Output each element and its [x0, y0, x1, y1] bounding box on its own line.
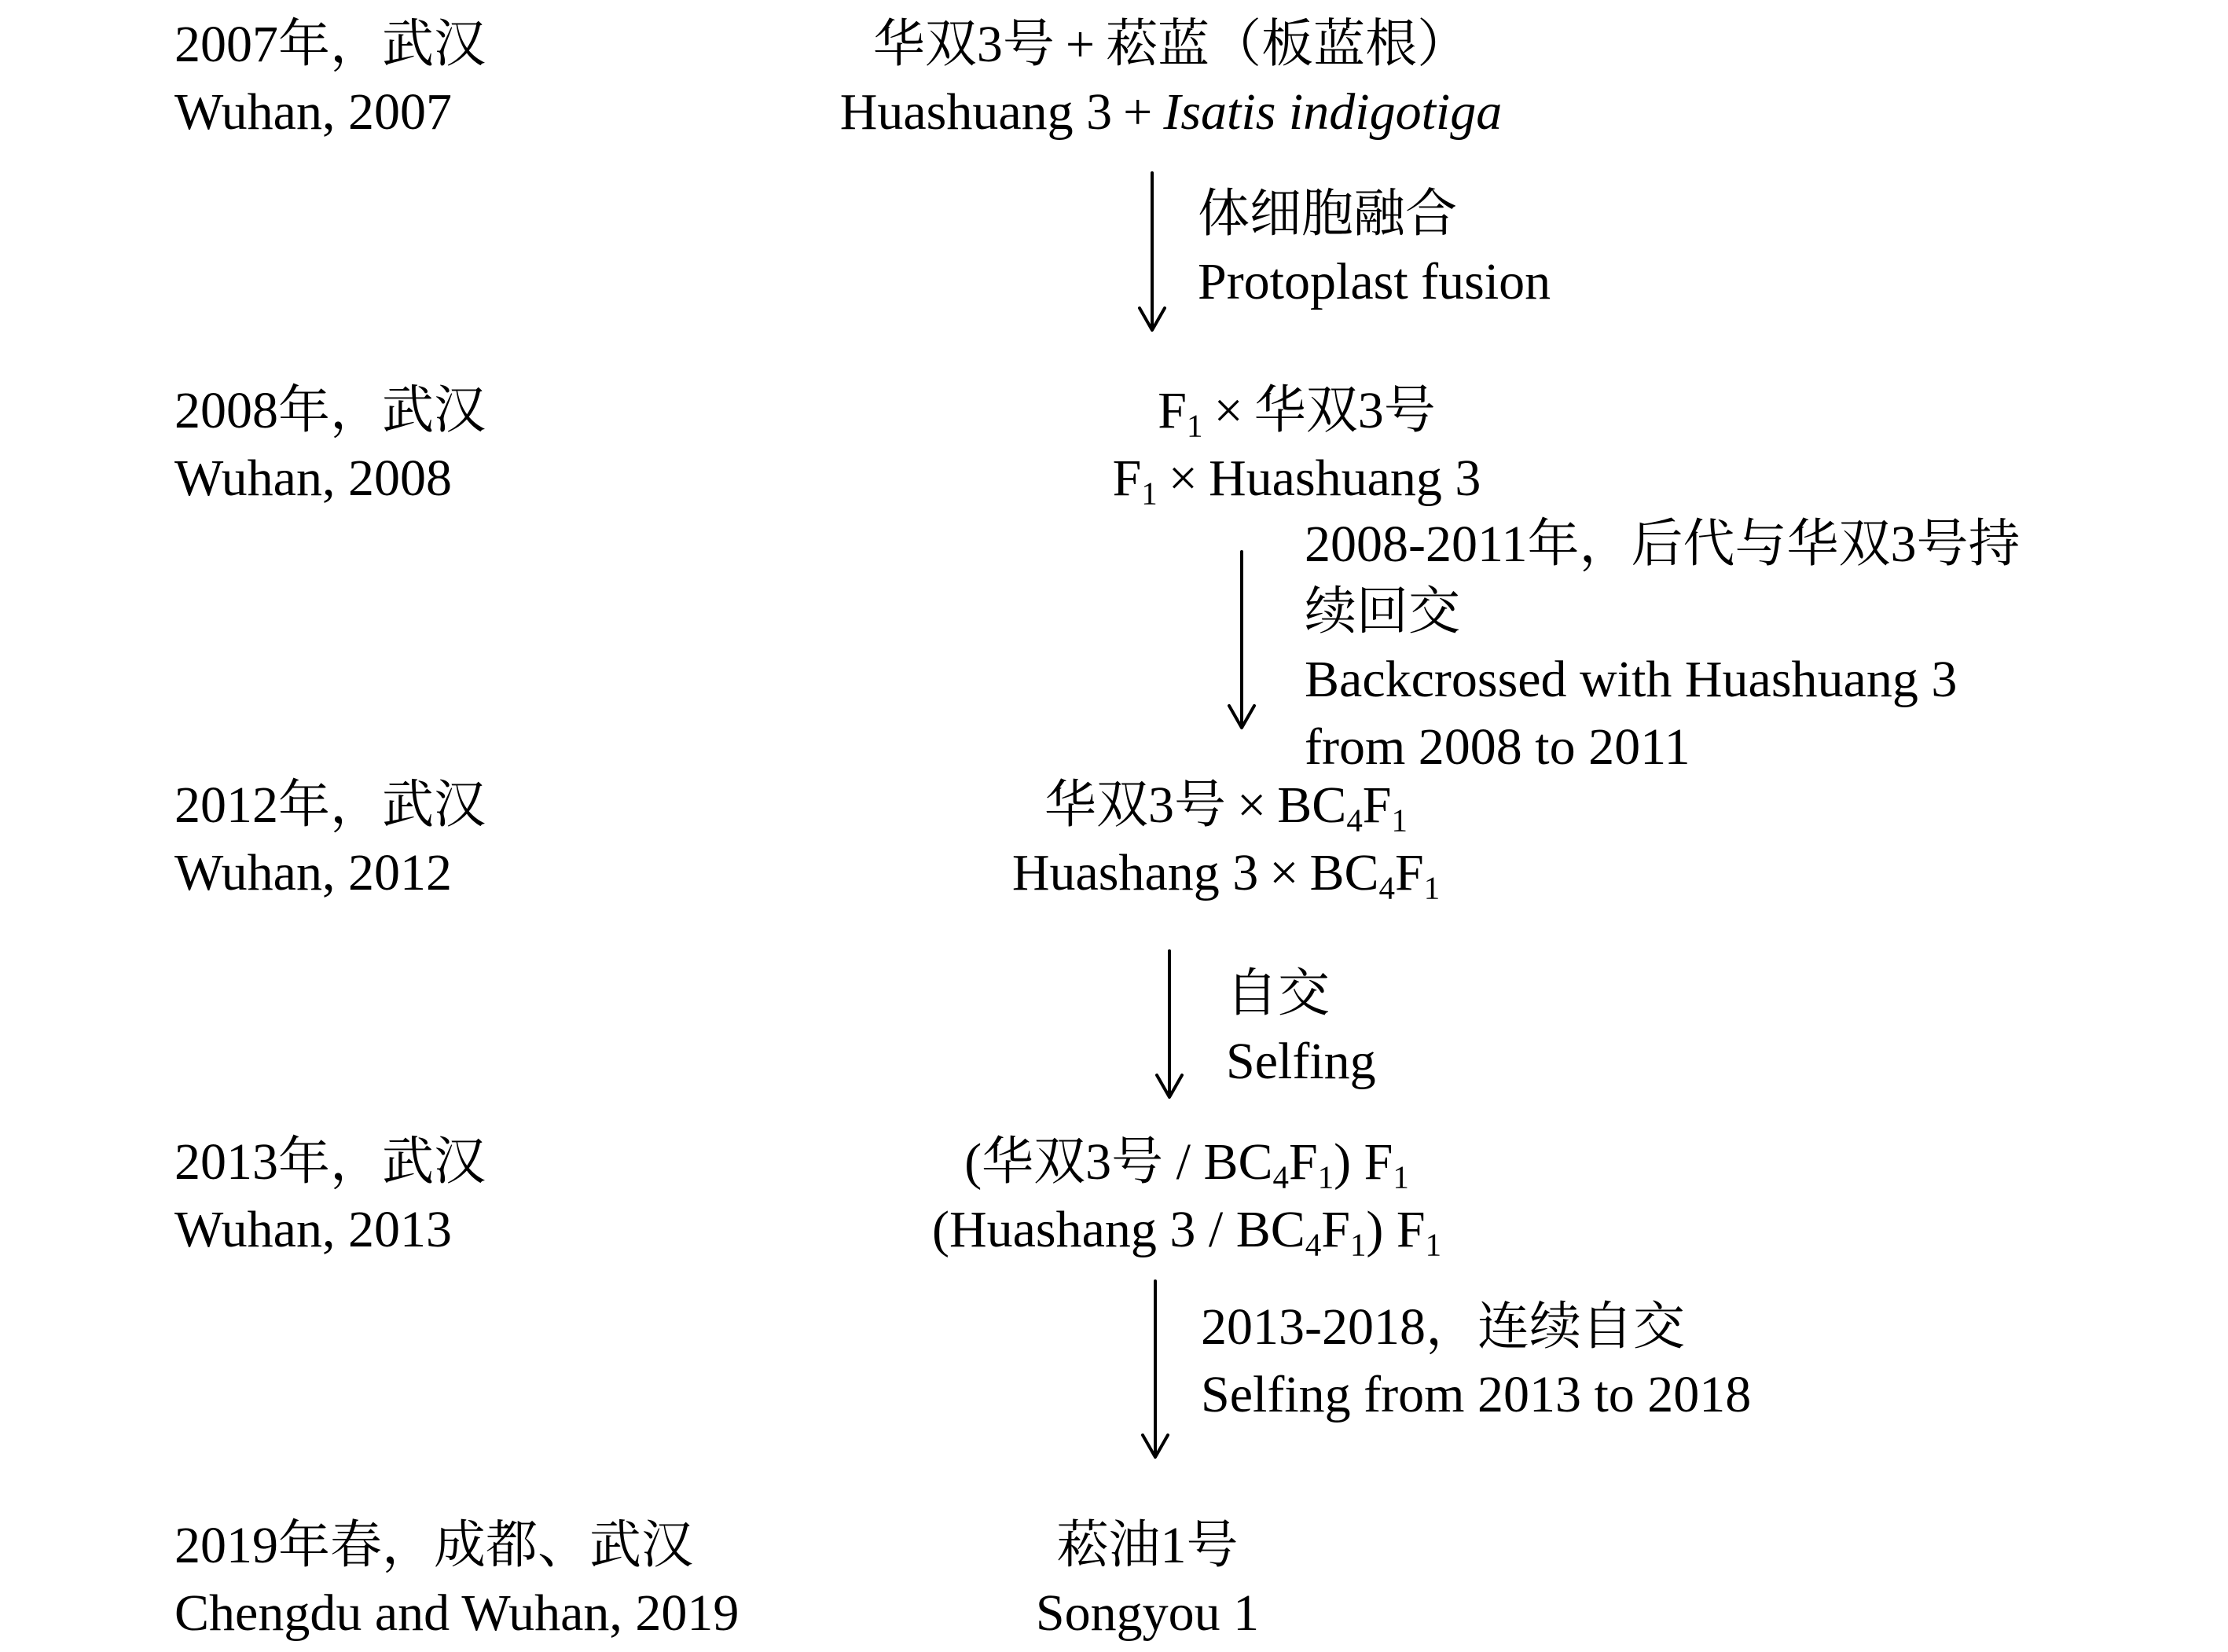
- step-1-label-cn: 体细胞融合: [1198, 185, 1457, 243]
- subscript: 1: [1423, 870, 1441, 906]
- text-segment: 菘蓝（板蓝根）: [1106, 16, 1470, 73]
- stage-5-variety-cn: [1036, 1512, 1259, 1580]
- step-3-annotation: [1226, 960, 1376, 1096]
- text-segment: 华双3号: [1044, 776, 1227, 834]
- stage-4-cross-en: [932, 1196, 1441, 1264]
- down-arrow-icon: [1138, 1279, 1173, 1460]
- stage-3-cross-cn: [1012, 772, 1440, 839]
- stage-2-date-location: [174, 377, 486, 512]
- stage-1-date-cn: 2007年，武汉: [174, 16, 486, 73]
- step-2-label-en-2: from 2008 to 2011: [1305, 718, 1690, 776]
- stage-5-date-cn: 2019年春，成都、武汉: [174, 1517, 693, 1574]
- step-2-annotation: [1305, 511, 2021, 781]
- stage-1-cross-en: [840, 79, 1503, 146]
- text-segment: (华双3号 / BC: [964, 1133, 1273, 1191]
- stage-5-variety: [1036, 1512, 1259, 1647]
- step-4-annotation: [1201, 1294, 1751, 1429]
- stage-3-cross: [1012, 772, 1440, 907]
- text-segment: ) F: [1334, 1133, 1393, 1191]
- stage-1-cross-cn: [840, 11, 1503, 79]
- down-arrow-icon: [1224, 550, 1259, 731]
- down-arrow-icon: [1135, 171, 1169, 333]
- stage-4-cross-cn: [932, 1129, 1441, 1196]
- text-segment: F: [1289, 1133, 1318, 1191]
- text-segment: BC: [1277, 776, 1347, 834]
- text-segment: BC: [1309, 844, 1379, 901]
- stage-2-date-cn: 2008年，武汉: [174, 382, 486, 439]
- cross-operator: ×: [1237, 776, 1267, 834]
- subscript: 4: [1272, 1159, 1289, 1195]
- stage-4-date-cn: 2013年，武汉: [174, 1133, 486, 1191]
- step-2-label-en-1: Backcrossed with Huashuang 3: [1305, 651, 1958, 708]
- text-segment: 华双3号: [872, 16, 1055, 73]
- stage-5-date-location: [174, 1512, 739, 1647]
- stage-3-cross-en: [1012, 839, 1440, 907]
- stage-4-date-en: Wuhan, 2013: [174, 1201, 452, 1258]
- stage-3-date-cn: 2012年，武汉: [174, 776, 486, 834]
- text-segment: Huashang 3: [1011, 844, 1259, 901]
- cross-operator: +: [1065, 16, 1096, 73]
- stage-1-date-location: [174, 11, 486, 146]
- text-segment: Songyou 1: [1035, 1584, 1260, 1642]
- text-segment: F: [1362, 776, 1392, 834]
- step-2-label-cn-1: 2008-2011年，后代与华双3号持: [1305, 516, 2021, 573]
- step-4-label-cn: 2013-2018，连续自交: [1201, 1298, 1685, 1356]
- subscript: 1: [1391, 802, 1408, 839]
- stage-2-date-en: Wuhan, 2008: [174, 450, 452, 507]
- subscript: 4: [1346, 802, 1363, 839]
- stage-3-date-location: [174, 772, 486, 907]
- text-segment: Huashuang 3: [839, 83, 1113, 141]
- stage-5-variety-en: [1036, 1580, 1259, 1647]
- cross-operator: +: [1123, 83, 1153, 141]
- subscript: 1: [1187, 408, 1203, 444]
- stage-2-cross-en: [1113, 445, 1481, 512]
- stage-1-date-en: Wuhan, 2007: [174, 83, 452, 141]
- text-segment: Huashuang 3: [1208, 450, 1481, 507]
- subscript: 1: [1317, 1159, 1334, 1195]
- text-segment: F: [1395, 844, 1424, 901]
- cross-operator: ×: [1269, 844, 1299, 901]
- text-segment: 华双3号: [1253, 382, 1436, 439]
- text-segment: F: [1112, 450, 1142, 507]
- subscript: 1: [1349, 1227, 1367, 1263]
- step-3-label-cn: 自交: [1226, 965, 1330, 1022]
- subscript: 4: [1378, 870, 1395, 906]
- text-segment: F: [1321, 1201, 1350, 1258]
- stage-1-cross: [840, 11, 1503, 146]
- step-2-label-cn-2: 续回交: [1305, 583, 1460, 641]
- subscript: 1: [1393, 1159, 1409, 1195]
- subscript: 1: [1141, 475, 1158, 512]
- text-segment: (Huashang 3 / BC: [931, 1201, 1305, 1258]
- text-segment: ) F: [1366, 1201, 1426, 1258]
- text-segment: 菘油1号: [1056, 1517, 1239, 1574]
- subscript: 1: [1425, 1227, 1442, 1263]
- stage-2-cross: [1113, 377, 1481, 512]
- cross-operator: ×: [1213, 382, 1243, 439]
- step-1-annotation: [1198, 181, 1551, 316]
- down-arrow-icon: [1152, 949, 1187, 1100]
- subscript: 4: [1305, 1227, 1322, 1263]
- step-4-label-en: Selfing from 2013 to 2018: [1201, 1366, 1752, 1423]
- stage-3-date-en: Wuhan, 2012: [174, 844, 452, 901]
- text-segment: F: [1158, 382, 1187, 439]
- step-1-label-en: Protoplast fusion: [1198, 253, 1551, 310]
- cross-operator: ×: [1168, 450, 1198, 507]
- species-name: Isatis indigotiga: [1163, 83, 1503, 141]
- stage-4-cross: [932, 1129, 1441, 1264]
- stage-2-cross-cn: [1113, 377, 1481, 445]
- stage-5-date-en: Chengdu and Wuhan, 2019: [174, 1584, 740, 1642]
- step-3-label-en: Selfing: [1226, 1033, 1376, 1090]
- stage-4-date-location: [174, 1129, 486, 1264]
